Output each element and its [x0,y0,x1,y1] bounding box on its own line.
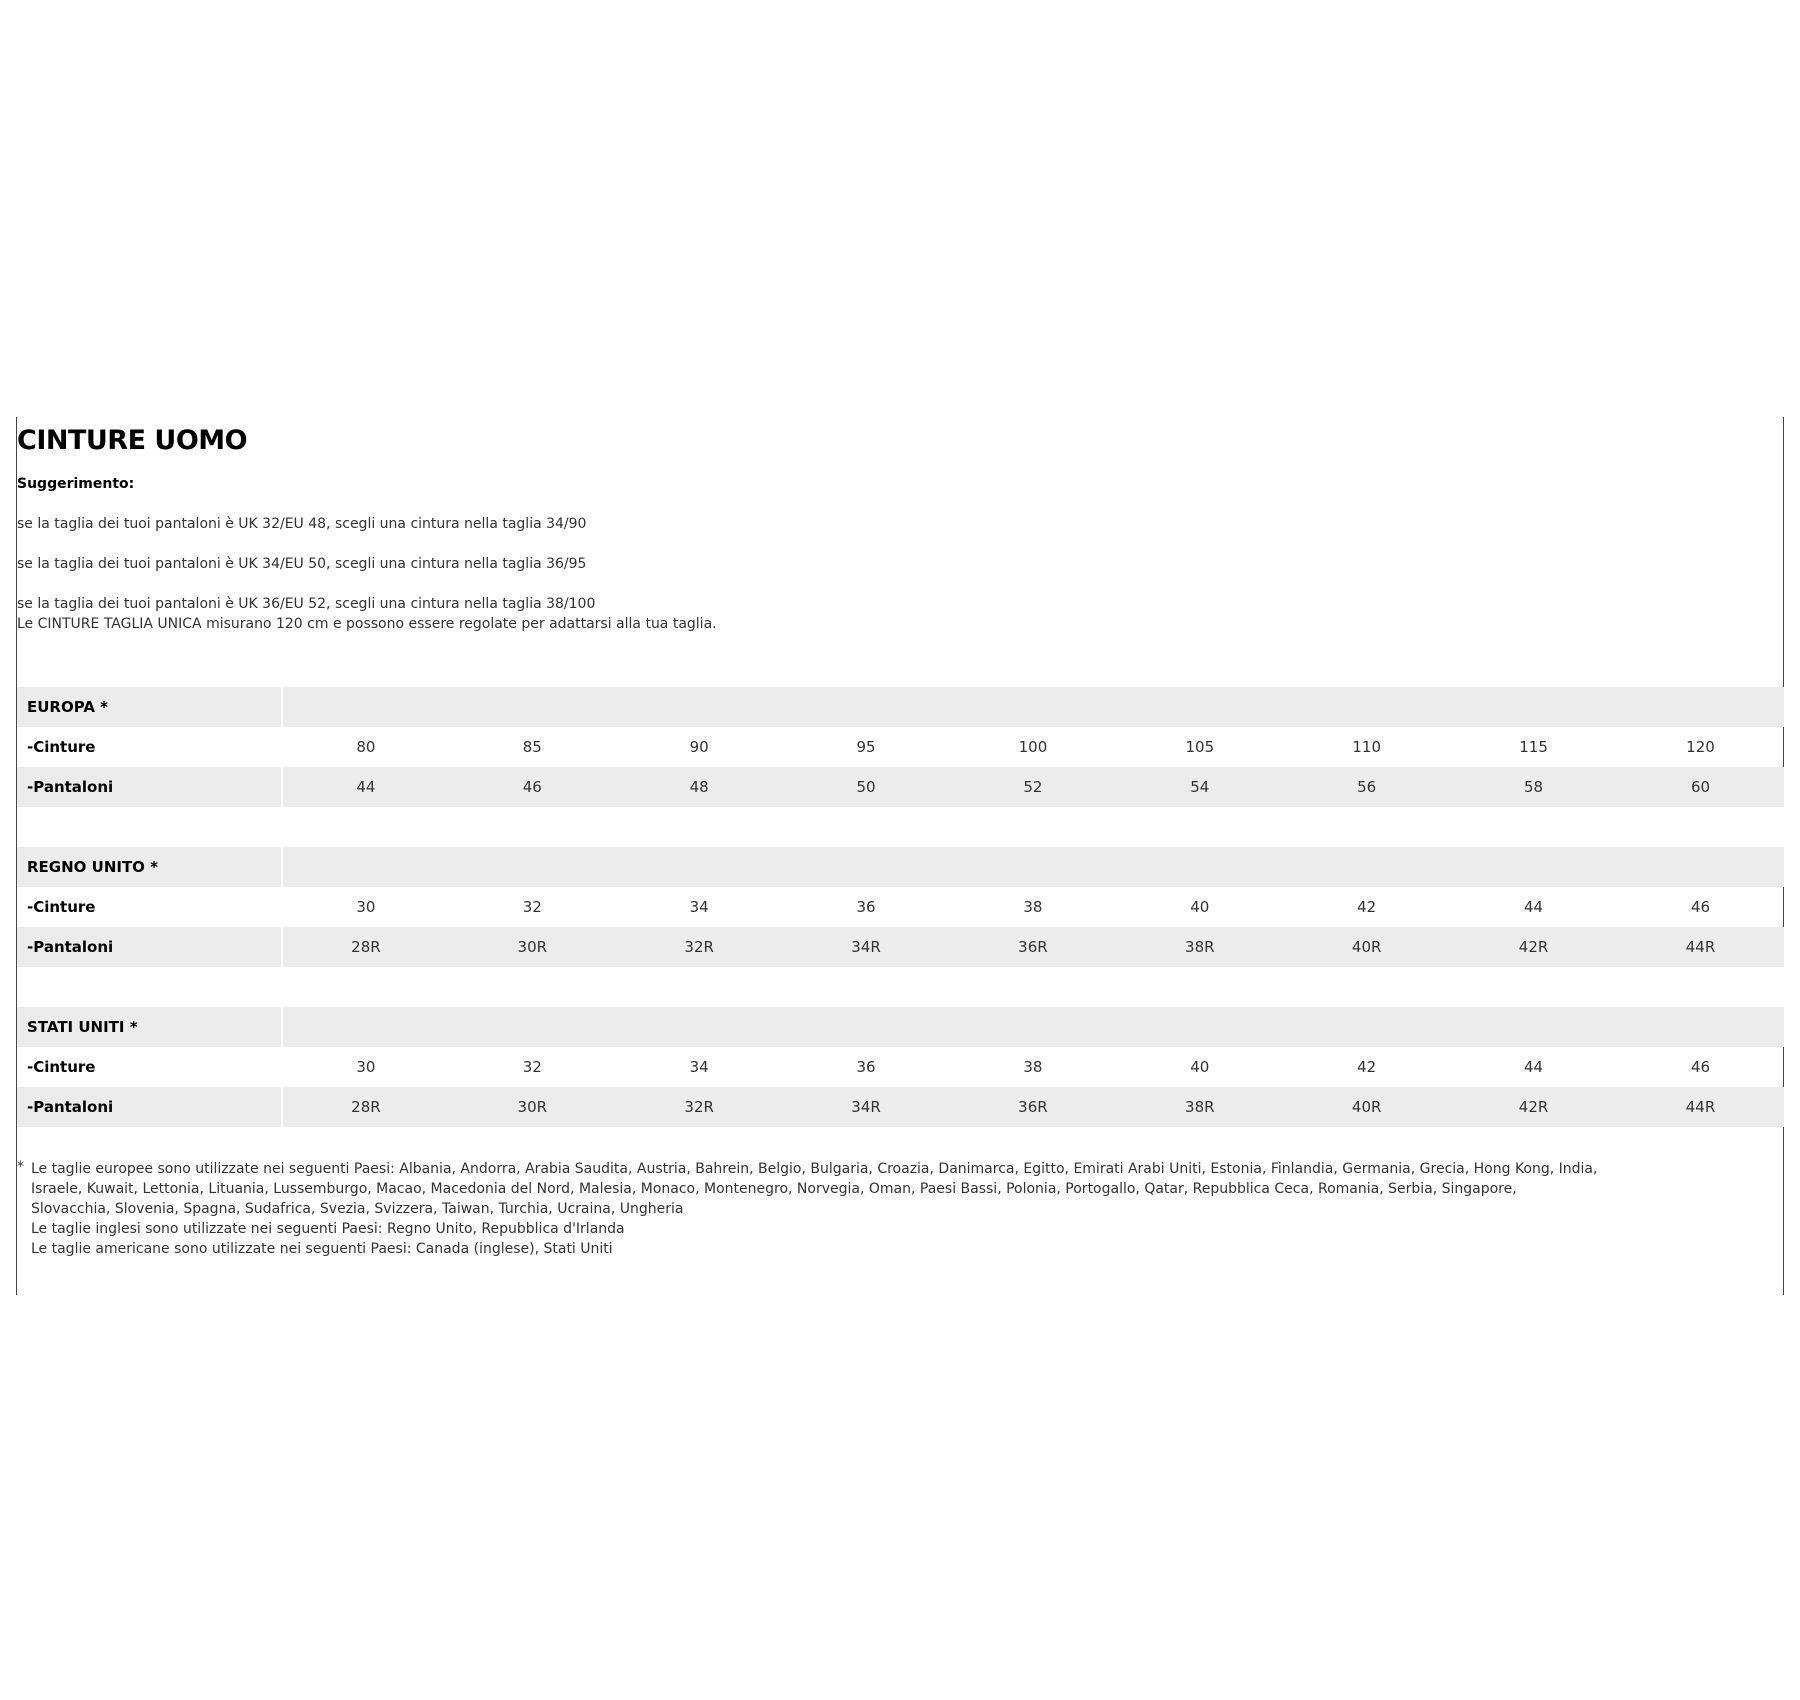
trouser-size-cell: 32R [616,1087,783,1127]
trouser-size-cell: 44R [1617,927,1784,967]
section-heading: STATI UNITI * [17,1007,282,1047]
belt-size-row [17,887,1784,927]
belt-size-cell: 38 [1023,898,1043,916]
footnote-line: Israele, Kuwait, Lettonia, Lituania, Lussemburgo, Macao, Macedonia del Nord, Malesia, Monaco, Montenegro, Norvegia, Oman, Paesi Bassi, Polonia, Portogallo, Qatar, Repubblica Ceca, Romania, Serbia, Singapore, [31,1181,1517,1197]
trouser-size-cell: 40R [1283,927,1450,967]
belt-size-cell: 32 [522,898,542,916]
trouser-size-cell: 32R [616,927,783,967]
trouser-size-cell: 48 [616,767,783,807]
size-guide-panel [16,417,1784,1295]
belt-size-cell: 40 [1190,898,1210,916]
trouser-size-cell: 30R [449,1087,616,1127]
footnote-line: Le taglie europee sono utilizzate nei seguenti Paesi: Albania, Andorra, Arabia Saudita, Austria, Bahrein, Belgio, Bulgaria, Croazia, Danimarca, Egitto, Emirati Arabi Uniti, Estonia, Finlandia, Germania, Grecia, Hong Kong, India, [31,1161,1598,1177]
belt-size-cell: 100 [1018,738,1048,756]
tip-line: se la taglia dei tuoi pantaloni è UK 36/EU 52, scegli una cintura nella taglia 38/100 [17,596,596,612]
belt-size-cell: 42 [1357,1058,1377,1076]
spacer-cell [282,967,1784,1007]
spacer-cell [282,807,1784,847]
spacer-cell [17,807,282,847]
belt-size-cell: 46 [1690,898,1711,916]
belt-size-cell: 36 [856,1058,876,1076]
belt-size-cell: 32 [522,1058,542,1076]
belt-size-cell: 44 [1524,1058,1544,1076]
footnote-line: Le taglie americane sono utilizzate nei seguenti Paesi: Canada (inglese), Stati Uniti [31,1241,613,1257]
footnote-marker: * [17,1159,24,1175]
belt-size-cell: 40 [1190,1058,1210,1076]
footnote-line: Slovacchia, Slovenia, Spagna, Sudafrica, Svezia, Svizzera, Taiwan, Turchia, Ucraina, Ungheria [31,1201,684,1217]
trouser-size-cell: 36R [950,927,1117,967]
section-heading: REGNO UNITO * [17,847,282,887]
trouser-size-cell: 28R [282,1087,449,1127]
trouser-size-cell: 42R [1450,1087,1617,1127]
trouser-size-cell: 56 [1283,767,1450,807]
row-label: -Pantaloni [17,1087,282,1127]
trouser-size-cell: 52 [950,767,1117,807]
belt-size-cell: 110 [1352,738,1381,756]
heading-fill [282,687,1784,727]
trouser-size-cell: 30R [449,927,616,967]
section-heading-row [17,847,1784,887]
belt-size-cell: 42 [1357,898,1377,916]
row-label: -Cinture [17,1047,282,1087]
footnote-line: Le taglie inglesi sono utilizzate nei seguenti Paesi: Regno Unito, Repubblica d'Irlanda [31,1221,625,1237]
belt-size-cell: 30 [356,1058,376,1076]
section-heading: EUROPA * [17,687,282,727]
belt-size-cell: 34 [689,1058,709,1076]
trouser-size-cell: 46 [449,767,616,807]
belt-size-cell: 95 [856,738,876,756]
belt-size-cell: 80 [356,738,376,756]
trouser-size-cell: 44R [1617,1087,1784,1127]
belt-size-row [17,727,1784,767]
trouser-size-cell: 58 [1450,767,1617,807]
belt-size-cell: 38 [1023,1058,1043,1076]
heading-fill [282,1007,1784,1047]
belt-size-cell: 120 [1686,738,1715,756]
belt-size-cell: 36 [856,898,876,916]
trouser-size-row [17,767,1784,807]
trouser-size-cell: 34R [783,1087,950,1127]
belt-size-cell: 105 [1185,738,1215,756]
spacer-cell [17,967,282,1007]
trouser-size-cell: 44 [282,767,449,807]
row-label: -Cinture [17,727,282,767]
trouser-size-cell: 28R [282,927,449,967]
trouser-size-cell: 40R [1283,1087,1450,1127]
heading-fill [282,847,1784,887]
belt-size-cell: 34 [689,898,709,916]
trouser-size-cell: 42R [1450,927,1617,967]
trouser-size-cell: 54 [1116,767,1283,807]
belt-size-cell: 90 [689,738,709,756]
row-label: -Pantaloni [17,927,282,967]
section-spacer [17,807,1784,847]
trouser-size-cell: 38R [1116,927,1283,967]
size-table [17,687,1784,1127]
tip-heading: Suggerimento: [17,476,135,492]
trouser-size-cell: 34R [783,927,950,967]
tip-line: se la taglia dei tuoi pantaloni è UK 32/EU 48, scegli una cintura nella taglia 34/90 [17,516,587,532]
footnote [17,1159,1657,1259]
tip-line: se la taglia dei tuoi pantaloni è UK 34/EU 50, scegli una cintura nella taglia 36/95 [17,556,587,572]
trouser-size-cell: 36R [950,1087,1117,1127]
belt-size-row [17,1047,1784,1087]
belt-size-cell: 85 [522,738,542,756]
belt-size-cell: 44 [1524,898,1544,916]
section-spacer [17,967,1784,1007]
belt-size-cell: 115 [1519,738,1548,756]
section-heading-row [17,1007,1784,1047]
one-size-note: Le CINTURE TAGLIA UNICA misurano 120 cm e possono essere regolate per adattarsi alla tua taglia. [17,616,717,632]
page-title: CINTURE UOMO [17,425,248,456]
trouser-size-row [17,1087,1784,1127]
trouser-size-cell: 50 [783,767,950,807]
trouser-size-cell: 60 [1617,767,1784,807]
trouser-size-row [17,927,1784,967]
row-label: -Pantaloni [17,767,282,807]
trouser-size-cell: 38R [1116,1087,1283,1127]
row-label: -Cinture [17,887,282,927]
belt-size-cell: 46 [1690,1058,1711,1076]
section-heading-row [17,687,1784,727]
belt-size-cell: 30 [356,898,376,916]
